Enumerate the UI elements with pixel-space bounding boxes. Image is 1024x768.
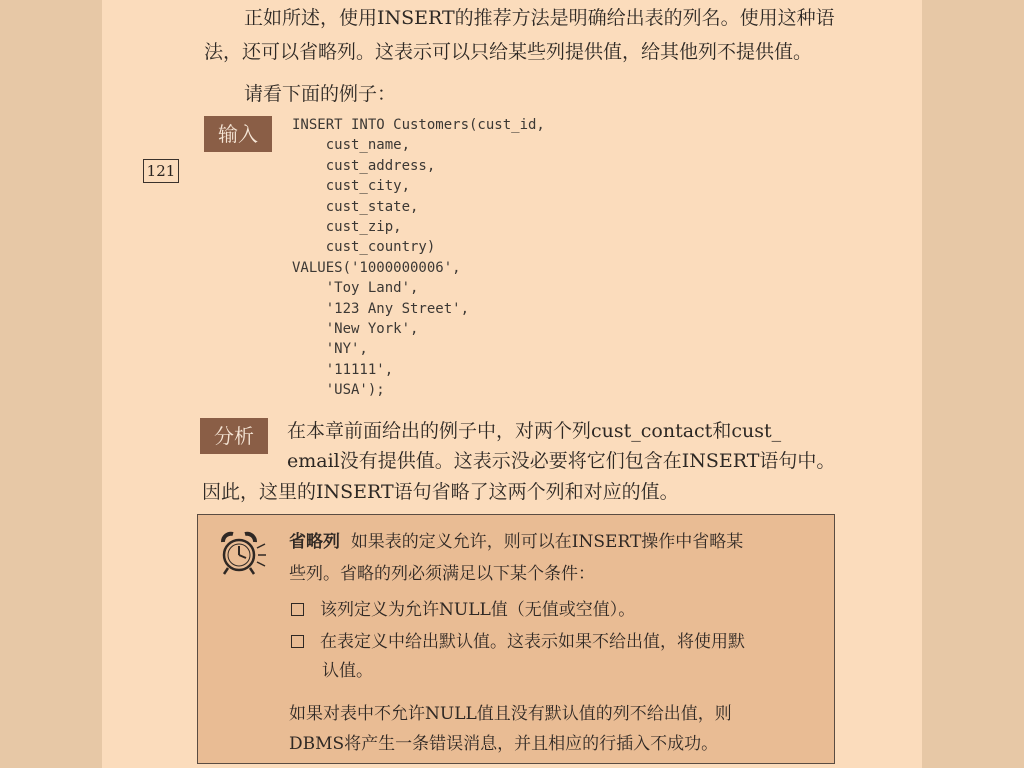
note-heading: 省略列 bbox=[289, 532, 340, 552]
code-line: VALUES('1000000006', bbox=[292, 259, 461, 276]
checkbox-icon bbox=[291, 603, 304, 616]
input-label: 输入 bbox=[204, 116, 272, 152]
code-line: 'NY', bbox=[292, 341, 368, 358]
intro-line-1: 正如所述，使用INSERT的推荐方法是明确给出表的列名。使用这种语 bbox=[244, 7, 835, 29]
analysis-line-2: email没有提供值。这表示没必要将它们包含在INSERT语句中。 bbox=[287, 450, 836, 472]
code-line: 'USA'); bbox=[292, 382, 385, 399]
code-line: '11111', bbox=[292, 361, 394, 378]
analysis-label: 分析 bbox=[200, 418, 268, 454]
code-line: cust_name, bbox=[292, 137, 411, 154]
code-line: cust_zip, bbox=[292, 219, 402, 236]
note-line-1-text: 如果表的定义允许，则可以在INSERT操作中省略某 bbox=[350, 532, 744, 552]
note-line-2: 些列。省略的列必须满足以下某个条件： bbox=[289, 564, 595, 584]
note-bullet-2a: 在表定义中给出默认值。这表示如果不给出值，将使用默 bbox=[320, 632, 745, 652]
code-line: '123 Any Street', bbox=[292, 300, 470, 317]
note-bullet-1: 该列定义为允许NULL值（无值或空值）。 bbox=[320, 600, 636, 620]
checkbox-icon bbox=[291, 635, 304, 648]
intro-line-2: 法，还可以省略列。这表示可以只给某些列提供值，给其他列不提供值。 bbox=[204, 41, 813, 63]
code-line: cust_address, bbox=[292, 157, 436, 174]
analysis-line-3: 因此，这里的INSERT语句省略了这两个列和对应的值。 bbox=[202, 481, 679, 503]
page-number: 121 bbox=[143, 159, 179, 183]
note-footer-1: 如果对表中不允许NULL值且没有默认值的列不给出值，则 bbox=[289, 704, 732, 724]
alarm-clock-icon bbox=[213, 524, 269, 580]
code-line: cust_state, bbox=[292, 198, 419, 215]
code-line: INSERT INTO Customers(cust_id, bbox=[292, 117, 545, 133]
code-line: cust_city, bbox=[292, 178, 411, 195]
code-line: 'New York', bbox=[292, 321, 419, 338]
sql-code-block bbox=[292, 115, 545, 401]
analysis-line-1: 在本章前面给出的例子中，对两个列cust_contact和cust_ bbox=[287, 420, 782, 442]
intro-line-3: 请看下面的例子： bbox=[244, 83, 397, 105]
note-line-1 bbox=[289, 530, 743, 554]
code-line: cust_country) bbox=[292, 239, 436, 256]
note-footer-2: DBMS将产生一条错误消息，并且相应的行插入不成功。 bbox=[289, 734, 719, 754]
code-line: 'Toy Land', bbox=[292, 280, 419, 297]
note-bullet-2b: 认值。 bbox=[322, 661, 373, 681]
